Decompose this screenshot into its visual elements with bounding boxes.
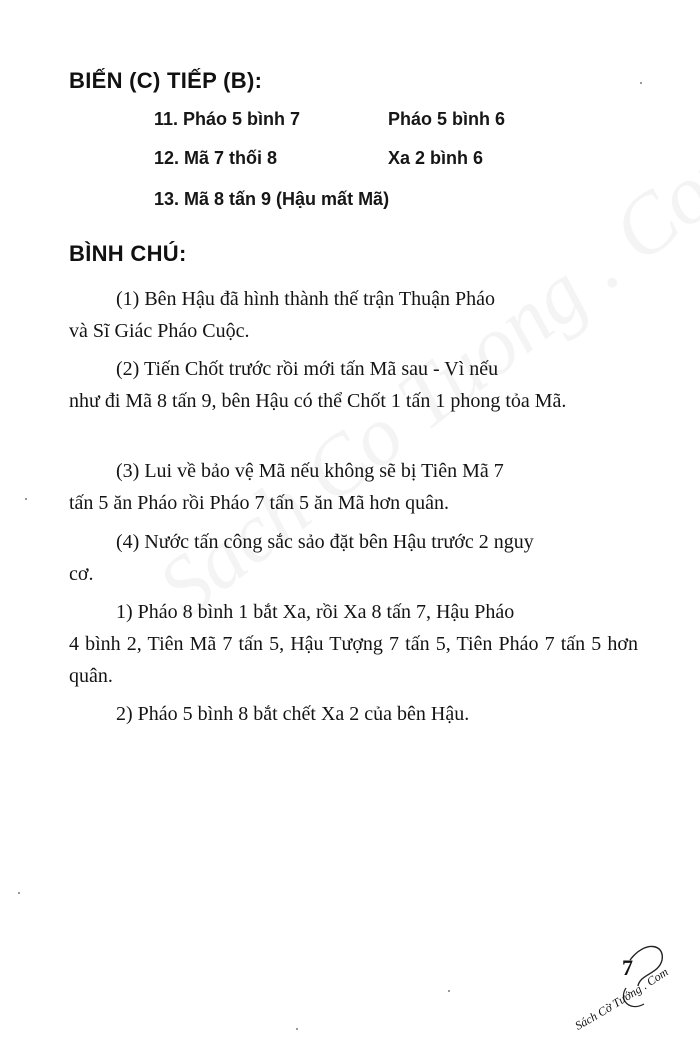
commentary-note-3	[69, 455, 638, 519]
commentary-note-1	[69, 283, 638, 347]
move-12-black: Xa 2 bình 6	[388, 148, 484, 168]
move-12-white: 12. Mã 7 thối 8	[154, 148, 278, 168]
scan-speck	[25, 498, 27, 500]
scan-speck	[18, 892, 20, 894]
note-line: (2) Tiến Chốt trước rồi mới tấn Mã sau - Vì nếu	[116, 358, 499, 380]
publisher-stamp-logo	[560, 930, 700, 1040]
note-line: (4) Nước tấn công sắc sảo đặt bên Hậu trước 2 nguy	[116, 531, 534, 553]
commentary-subnote-1	[69, 596, 638, 692]
stamp-text: Sách Cờ Tướng . Com	[572, 964, 671, 1033]
scan-speck	[640, 82, 642, 84]
page-number: 7	[622, 955, 633, 980]
note-line: 2) Pháo 5 bình 8 bắt chết Xa 2 của bên Hậu.	[116, 703, 470, 725]
note-continuation: như đi Mã 8 tấn 9, bên Hậu có thể Chốt 1 tấn 1 phong tỏa Mã.	[69, 390, 567, 412]
note-continuation: 4 bình 2, Tiên Mã 7 tấn 5, Hậu Tượng 7 tấn 5, Tiên Pháo 7 tấn 5 hơn quân.	[69, 633, 638, 687]
note-continuation: tấn 5 ăn Pháo rồi Pháo 7 tấn 5 ăn Mã hơn quân.	[69, 492, 449, 514]
note-line: 1) Pháo 8 bình 1 bắt Xa, rồi Xa 8 tấn 7, Hậu Pháo	[116, 601, 515, 623]
commentary-note-4	[69, 526, 638, 590]
section-heading-commentary: BÌNH CHÚ:	[69, 241, 187, 266]
note-continuation: cơ.	[69, 563, 94, 585]
move-11-black: Pháo 5 bình 6	[388, 109, 506, 129]
commentary-subnote-2	[69, 698, 638, 730]
note-line: (3) Lui về bảo vệ Mã nếu không sẽ bị Tiên Mã 7	[116, 460, 504, 482]
scan-speck	[448, 990, 450, 992]
commentary-note-2	[69, 353, 638, 417]
scan-speck	[296, 1028, 298, 1030]
section-heading-variation: BIẾN (C) TIẾP (B):	[69, 68, 263, 93]
move-11-white: 11. Pháo 5 bình 7	[154, 109, 301, 129]
move-13-white: 13. Mã 8 tấn 9 (Hậu mất Mã)	[154, 189, 390, 209]
note-continuation: và Sĩ Giác Pháo Cuộc.	[69, 320, 250, 342]
note-line: (1) Bên Hậu đã hình thành thế trận Thuận Pháo	[116, 288, 495, 310]
